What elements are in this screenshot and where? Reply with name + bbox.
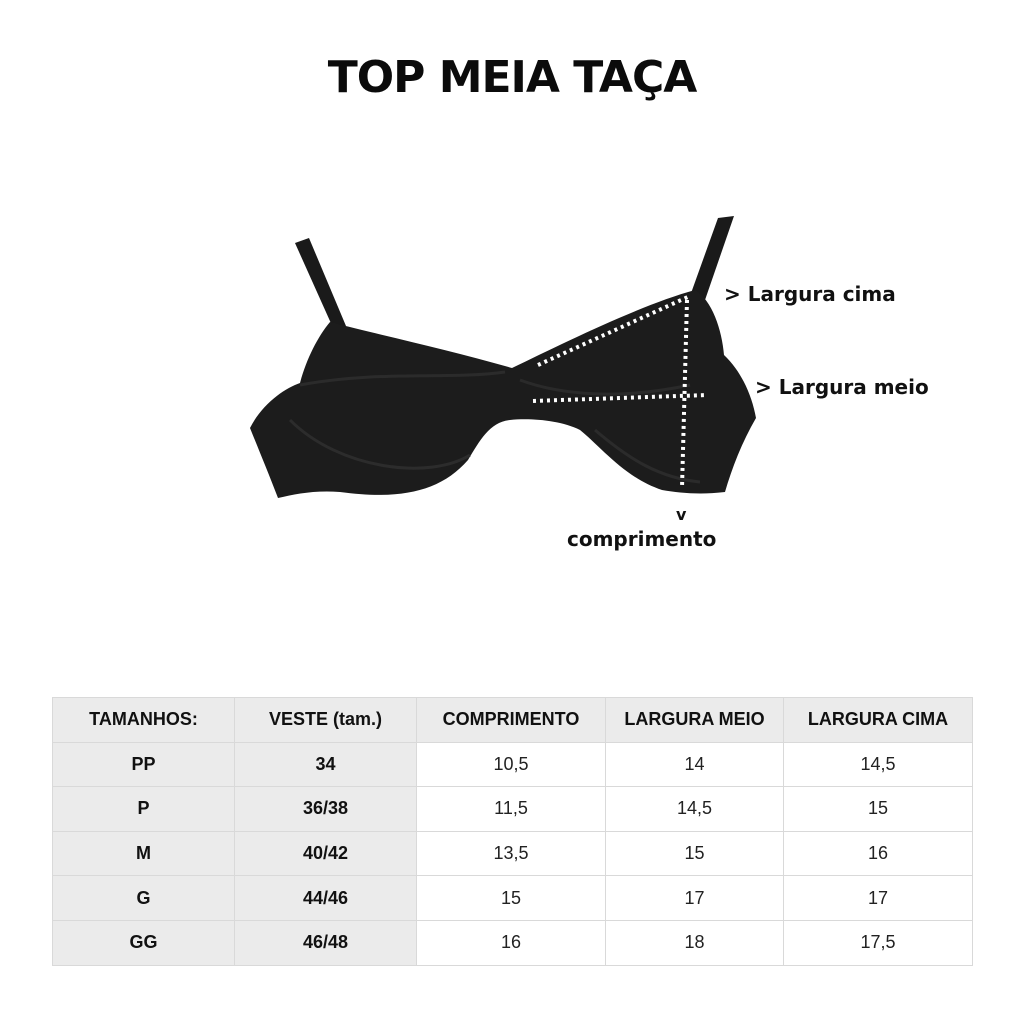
label-comprimento: comprimento bbox=[567, 527, 717, 551]
table-row bbox=[53, 920, 973, 965]
table-row bbox=[53, 831, 973, 876]
cell-veste: 40/42 bbox=[235, 831, 417, 876]
cell-comprimento: 15 bbox=[417, 876, 606, 921]
header-comprimento: COMPRIMENTO bbox=[417, 698, 606, 743]
table-header-row bbox=[53, 698, 973, 743]
cell-tamanho: P bbox=[53, 787, 235, 832]
cell-comprimento: 13,5 bbox=[417, 831, 606, 876]
cell-largura-cima: 17,5 bbox=[784, 920, 973, 965]
cell-largura-meio: 14,5 bbox=[606, 787, 784, 832]
table-row bbox=[53, 742, 973, 787]
table-row bbox=[53, 876, 973, 921]
cell-comprimento: 16 bbox=[417, 920, 606, 965]
header-largura-meio: LARGURA MEIO bbox=[606, 698, 784, 743]
cell-tamanho: PP bbox=[53, 742, 235, 787]
cell-largura-meio: 18 bbox=[606, 920, 784, 965]
cell-largura-meio: 17 bbox=[606, 876, 784, 921]
cell-largura-cima: 14,5 bbox=[784, 742, 973, 787]
cell-largura-cima: 16 bbox=[784, 831, 973, 876]
label-comprimento-arrow: v bbox=[676, 505, 687, 524]
cell-tamanho: G bbox=[53, 876, 235, 921]
page-title: TOP MEIA TAÇA bbox=[327, 52, 697, 103]
cell-largura-meio: 14 bbox=[606, 742, 784, 787]
cell-largura-meio: 15 bbox=[606, 831, 784, 876]
cell-comprimento: 11,5 bbox=[417, 787, 606, 832]
size-table bbox=[52, 697, 973, 966]
left-strap bbox=[295, 238, 346, 330]
bra-top-illustration bbox=[230, 200, 790, 520]
cell-largura-cima: 17 bbox=[784, 876, 973, 921]
header-tamanhos: TAMANHOS: bbox=[53, 698, 235, 743]
label-largura-meio: > Largura meio bbox=[755, 375, 929, 399]
cell-largura-cima: 15 bbox=[784, 787, 973, 832]
table-row bbox=[53, 787, 973, 832]
cell-comprimento: 10,5 bbox=[417, 742, 606, 787]
cell-tamanho: GG bbox=[53, 920, 235, 965]
label-largura-cima: > Largura cima bbox=[724, 282, 896, 306]
cell-tamanho: M bbox=[53, 831, 235, 876]
cell-veste: 46/48 bbox=[235, 920, 417, 965]
header-veste: VESTE (tam.) bbox=[235, 698, 417, 743]
cell-veste: 36/38 bbox=[235, 787, 417, 832]
cell-veste: 44/46 bbox=[235, 876, 417, 921]
header-largura-cima: LARGURA CIMA bbox=[784, 698, 973, 743]
cell-veste: 34 bbox=[235, 742, 417, 787]
